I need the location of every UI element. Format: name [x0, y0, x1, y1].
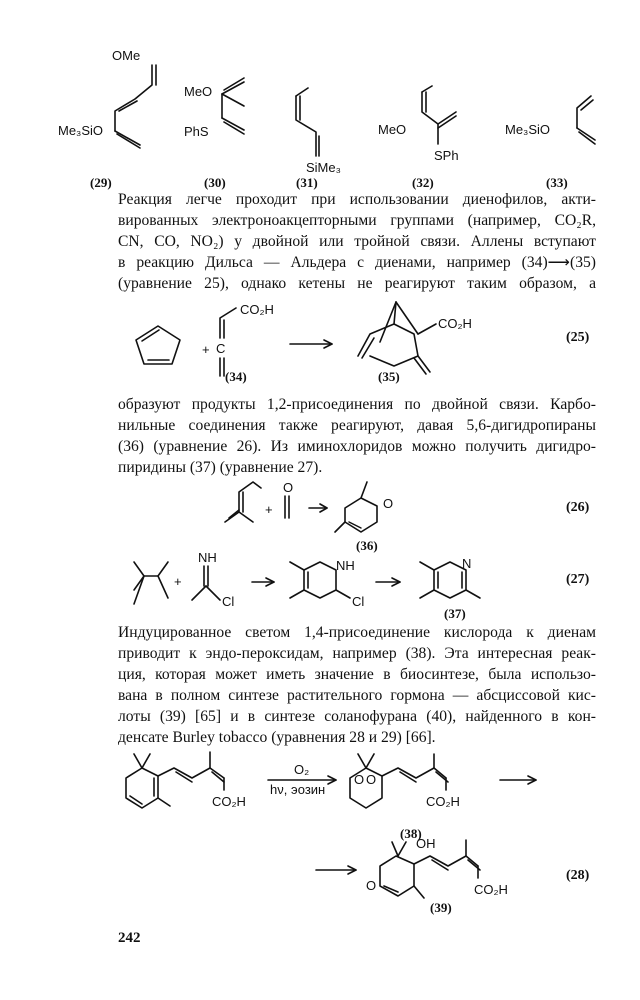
text-line: (36) (уравнение 26). Из иминохлоридов можно получить дигидро-	[118, 438, 596, 455]
text-line: денсате Burley tobacco (уравнения 28 и 29) [66].	[118, 729, 436, 746]
eq25-plus: +	[202, 342, 210, 357]
text-line: образуют продукты 1,2-присоединения по двойной связи. Карбо-	[118, 396, 596, 413]
text-line: вана в полном синтезе растительного гормона — абсциссовой кис-	[118, 687, 596, 704]
text-line: ция, которая может иметь значение в биосинтезе, была использо-	[118, 666, 596, 683]
c32-meo: MeO	[378, 122, 407, 137]
eq25-c-atom: C	[216, 341, 226, 356]
label-29: (29)	[90, 175, 112, 190]
eq27-nh-b: NH	[336, 558, 355, 573]
eq25-number: (25)	[566, 330, 590, 345]
compound-32-structure	[376, 82, 476, 172]
text-line: пиридины (37) (уравнение 27).	[118, 459, 323, 476]
text-line: нильные соединения также реагируют, давая 5,6-дигидропираны	[118, 417, 596, 434]
eq28-o1: O	[354, 772, 365, 787]
c30-meo: MeO	[184, 84, 213, 99]
eq26-o-atom: O	[283, 480, 294, 495]
c33-si: Me₃SiO	[505, 122, 551, 137]
eq28-reagent-top: O₂	[294, 762, 310, 777]
eq26-number: (26)	[566, 500, 590, 515]
eq28-co2h-2: CO₂H	[426, 794, 460, 809]
text-line: вированных электроноакцепторными группами (например, CO₂R,	[118, 212, 596, 229]
eq26-plus: +	[265, 502, 273, 517]
label-34: (34)	[225, 369, 247, 384]
compound-31-structure	[282, 78, 352, 173]
eq25-co2h-a: CO₂H	[240, 302, 274, 317]
label-30: (30)	[204, 175, 226, 190]
equation-27-scheme	[124, 548, 544, 618]
page-number: 242	[118, 930, 141, 946]
eq28-o2: O	[366, 772, 377, 787]
equation-26-scheme	[215, 474, 435, 544]
label-35: (35)	[378, 369, 400, 384]
c32-sph: SPh	[434, 148, 459, 163]
eq27-nh: NH	[198, 550, 217, 565]
label-37: (37)	[444, 606, 466, 621]
eq27-cl-b: Cl	[352, 594, 365, 609]
paragraph-2	[118, 394, 596, 478]
label-32: (32)	[412, 175, 434, 190]
equation-25-scheme	[118, 296, 598, 391]
eq28-o-ketone: O	[366, 878, 377, 893]
paragraph-3	[118, 622, 596, 748]
c30-phs: PhS	[184, 124, 209, 139]
text-line: приводит к эндо-пероксидам, например (38). Эта интересная реак-	[118, 645, 596, 662]
eq28-reagent-bottom: hν, эозин	[270, 782, 326, 797]
equation-28-scheme	[100, 748, 600, 923]
eq27-number: (27)	[566, 572, 590, 587]
paragraph-1	[118, 189, 596, 294]
eq27-plus: +	[174, 574, 182, 589]
text-line: Реакция легче проходит при использовании диенофилов, акти-	[118, 191, 596, 208]
eq28-co2h-1: CO₂H	[212, 794, 246, 809]
eq28-number: (28)	[566, 868, 590, 883]
label-31: (31)	[296, 175, 318, 190]
text-line: (уравнение 25), однако кетены не реагируют таким образом, а	[118, 275, 596, 292]
eq26-o-ring: O	[383, 496, 394, 511]
text-line: в реакцию Дильса — Альдера с диенами, например (34)⟶(35)	[118, 254, 596, 271]
eq27-cl-a: Cl	[222, 594, 235, 609]
eq25-co2h-b: CO₂H	[438, 316, 472, 331]
compound-29-structure	[60, 45, 170, 155]
compound-33-structure	[505, 82, 615, 152]
label-39: (39)	[430, 900, 452, 915]
eq28-co2h-3: CO₂H	[474, 882, 508, 897]
label-38: (38)	[400, 826, 422, 841]
text-line: лоты (39) [65] и в синтезе соланофурана (40), найденного в кон-	[118, 708, 596, 725]
eq28-oh: OH	[416, 836, 436, 851]
text-line: Индуцированное светом 1,4-присоединение кислорода к диенам	[118, 624, 596, 641]
eq27-n-atom: N	[462, 556, 472, 571]
c29-si: Me₃SiO	[58, 123, 104, 138]
c31-si: SiMe₃	[306, 160, 341, 175]
label-33: (33)	[546, 175, 568, 190]
compound-30-structure	[180, 70, 270, 160]
text-line: CN, CO, NO₂) у двойной или тройной связи. Аллены вступают	[118, 233, 596, 250]
label-36: (36)	[356, 538, 378, 553]
c29-ome: OMe	[112, 48, 141, 63]
